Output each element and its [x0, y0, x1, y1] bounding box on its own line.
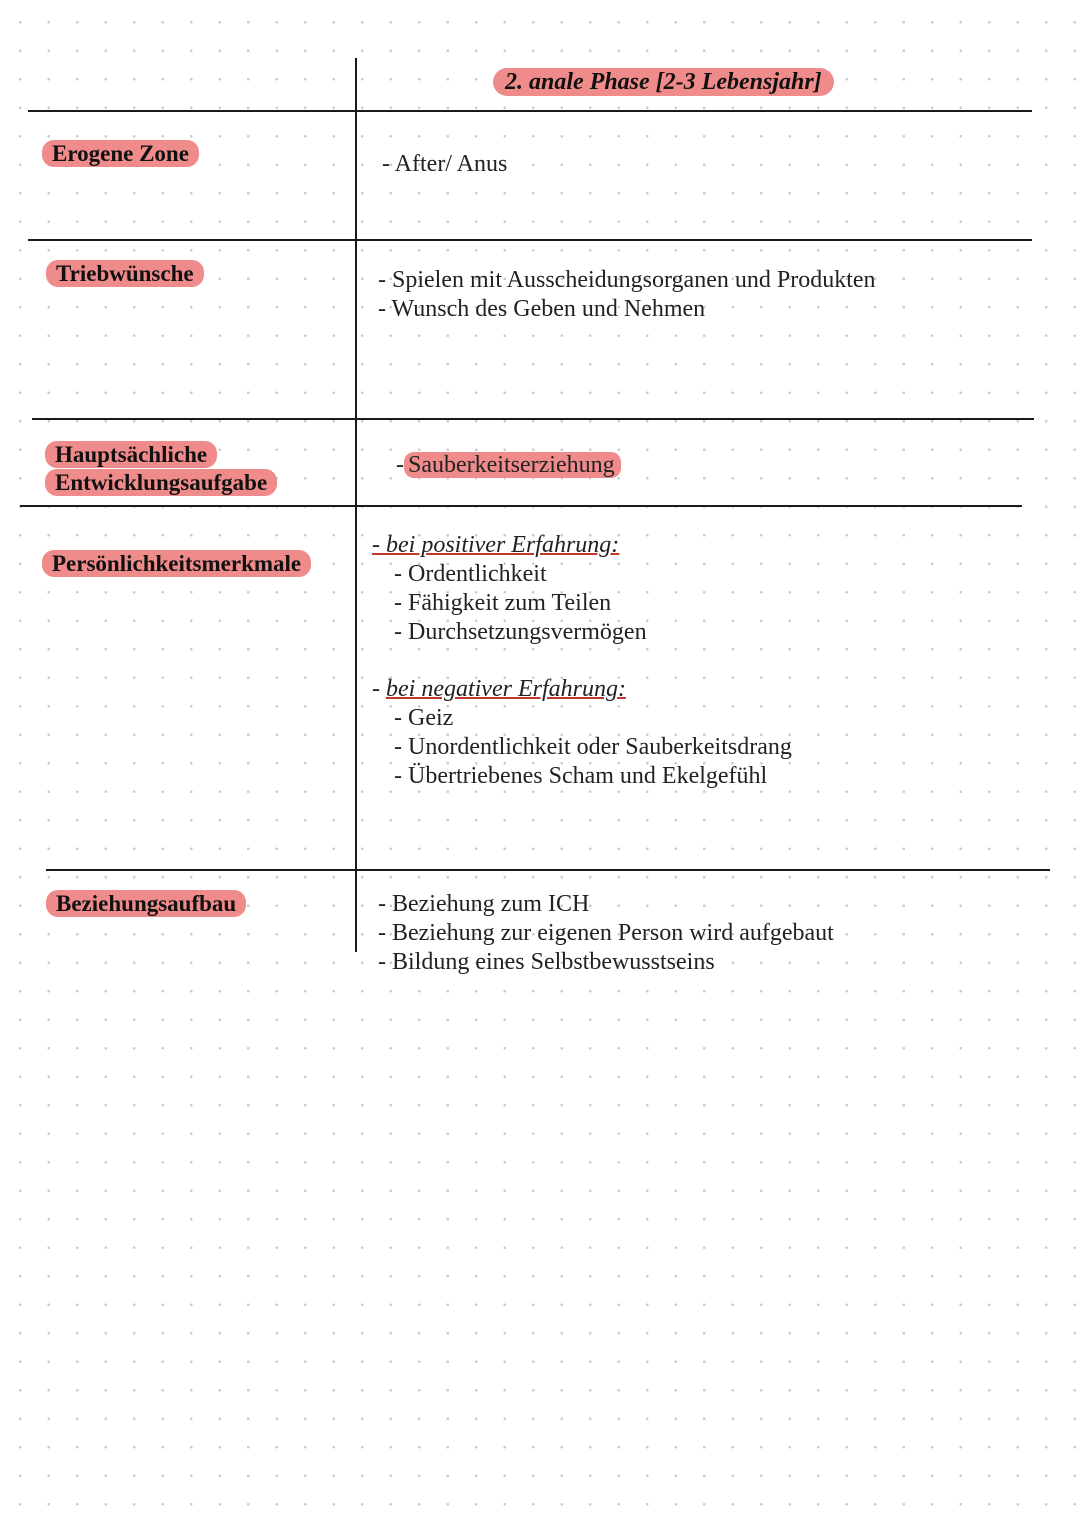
positive-heading: - bei positiver Erfahrung:: [372, 532, 620, 558]
content-line: - Spielen mit Ausscheidungsorganen und Produkten: [378, 267, 876, 293]
content-highlighted: Sauberkeitserziehung: [404, 452, 621, 478]
content-line: - Bildung eines Selbstbewusstseins: [378, 949, 715, 975]
content-line: - Geiz: [394, 705, 454, 731]
row-divider-4: [46, 869, 1050, 871]
row-label-entwicklungsaufgabe: Entwicklungsaufgabe: [45, 469, 277, 496]
page-title: 2. anale Phase [2-3 Lebensjahr]: [493, 68, 834, 96]
row-label-triebwuensche: Triebwünsche: [46, 260, 204, 287]
row-label-persoenlichkeitsmerkmale: Persönlichkeitsmerkmale: [42, 550, 311, 577]
content-line: - Übertriebenes Scham und Ekelgefühl: [394, 763, 768, 789]
content-line: - After/ Anus: [382, 151, 508, 177]
row-divider-header: [28, 110, 1032, 112]
content-line: - Ordentlichkeit: [394, 561, 547, 587]
row-content-erogene-zone: [382, 150, 507, 179]
row-divider-3: [20, 505, 1022, 507]
row-content-entwicklungsaufgabe: [396, 451, 621, 480]
row-label-erogene-zone: Erogene Zone: [42, 140, 199, 167]
negative-dash: -: [372, 676, 386, 702]
content-dash: -: [396, 452, 404, 478]
row-divider-1: [28, 239, 1032, 241]
row-content-triebwuensche: [378, 266, 876, 324]
content-line: - Durchsetzungsvermögen: [394, 619, 647, 645]
row-content-persoenlichkeitsmerkmale: [372, 531, 792, 791]
content-line: - Wunsch des Geben und Nehmen: [378, 296, 706, 322]
content-line: - Fähigkeit zum Teilen: [394, 590, 612, 616]
row-label-beziehungsaufbau: Beziehungsaufbau: [46, 890, 246, 917]
content-line: - Beziehung zur eigenen Person wird aufgebaut: [378, 920, 834, 946]
row-content-beziehungsaufbau: [378, 890, 834, 977]
negative-heading: bei negativer Erfahrung:: [386, 676, 626, 702]
content-line: - Beziehung zum ICH: [378, 891, 590, 917]
row-divider-2: [32, 418, 1034, 420]
content-line: - Unordentlichkeit oder Sauberkeitsdrang: [394, 734, 792, 760]
row-label-hauptsaechliche: Hauptsächliche: [45, 441, 217, 468]
